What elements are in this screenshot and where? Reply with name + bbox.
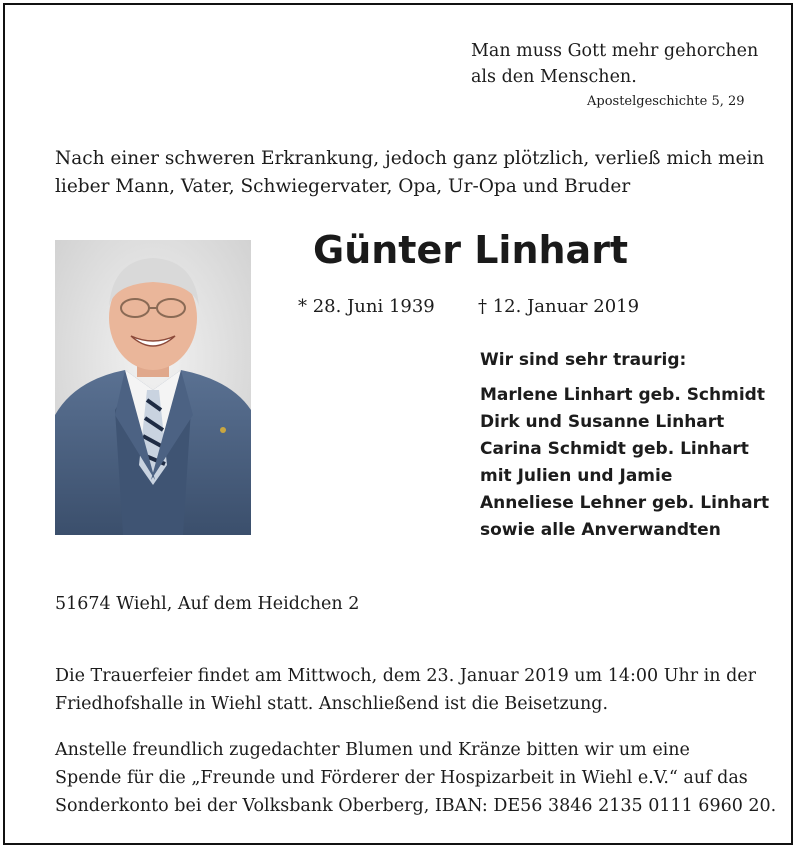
birth-date: * 28. Juni 1939: [298, 296, 435, 317]
mourners-list: [480, 347, 769, 544]
intro-line: Nach einer schweren Erkrankung, jedoch ganz plötzlich, verließ mich mein: [55, 148, 765, 169]
family-address: 51674 Wiehl, Auf dem Heidchen 2: [55, 594, 360, 614]
death-date: † 12. Januar 2019: [478, 296, 640, 317]
portrait-illustration: [55, 240, 251, 535]
intro-text: [55, 145, 764, 201]
mourner-name: mit Julien und Jamie: [480, 466, 673, 486]
intro-line: lieber Mann, Vater, Schwiegervater, Opa, Ur-Opa und Bruder: [55, 176, 631, 197]
quote-line: Man muss Gott mehr gehorchen: [471, 41, 759, 61]
mourner-name: sowie alle Anverwandten: [480, 520, 721, 540]
ceremony-line: Friedhofshalle in Wiehl statt. Anschließend ist die Beisetzung.: [55, 694, 609, 714]
quote-source: Apostelgeschichte 5, 29: [587, 94, 745, 109]
donation-notice: [55, 736, 776, 820]
mourner-name: Marlene Linhart geb. Schmidt: [480, 385, 765, 405]
mourner-name: Carina Schmidt geb. Linhart: [480, 439, 749, 459]
quote-line: als den Menschen.: [471, 67, 637, 87]
ceremony-notice: [55, 662, 756, 718]
portrait-photo: [55, 240, 251, 535]
bible-quote: [471, 38, 758, 90]
donation-line: Spende für die „Freunde und Förderer der Hospizarbeit in Wiehl e.V.“ auf das: [55, 768, 748, 788]
donation-line: Sonderkonto bei der Volksbank Oberberg, IBAN: DE56 3846 2135 0111 6960 20.: [55, 796, 777, 816]
ceremony-line: Die Trauerfeier findet am Mittwoch, dem 23. Januar 2019 um 14:00 Uhr in der: [55, 666, 756, 686]
donation-line: Anstelle freundlich zugedachter Blumen und Kränze bitten wir um eine: [55, 740, 690, 760]
mourners-heading: Wir sind sehr traurig:: [480, 350, 687, 370]
deceased-name: Günter Linhart: [313, 228, 629, 272]
mourner-name: Dirk und Susanne Linhart: [480, 412, 725, 432]
mourner-name: Anneliese Lehner geb. Linhart: [480, 493, 770, 513]
